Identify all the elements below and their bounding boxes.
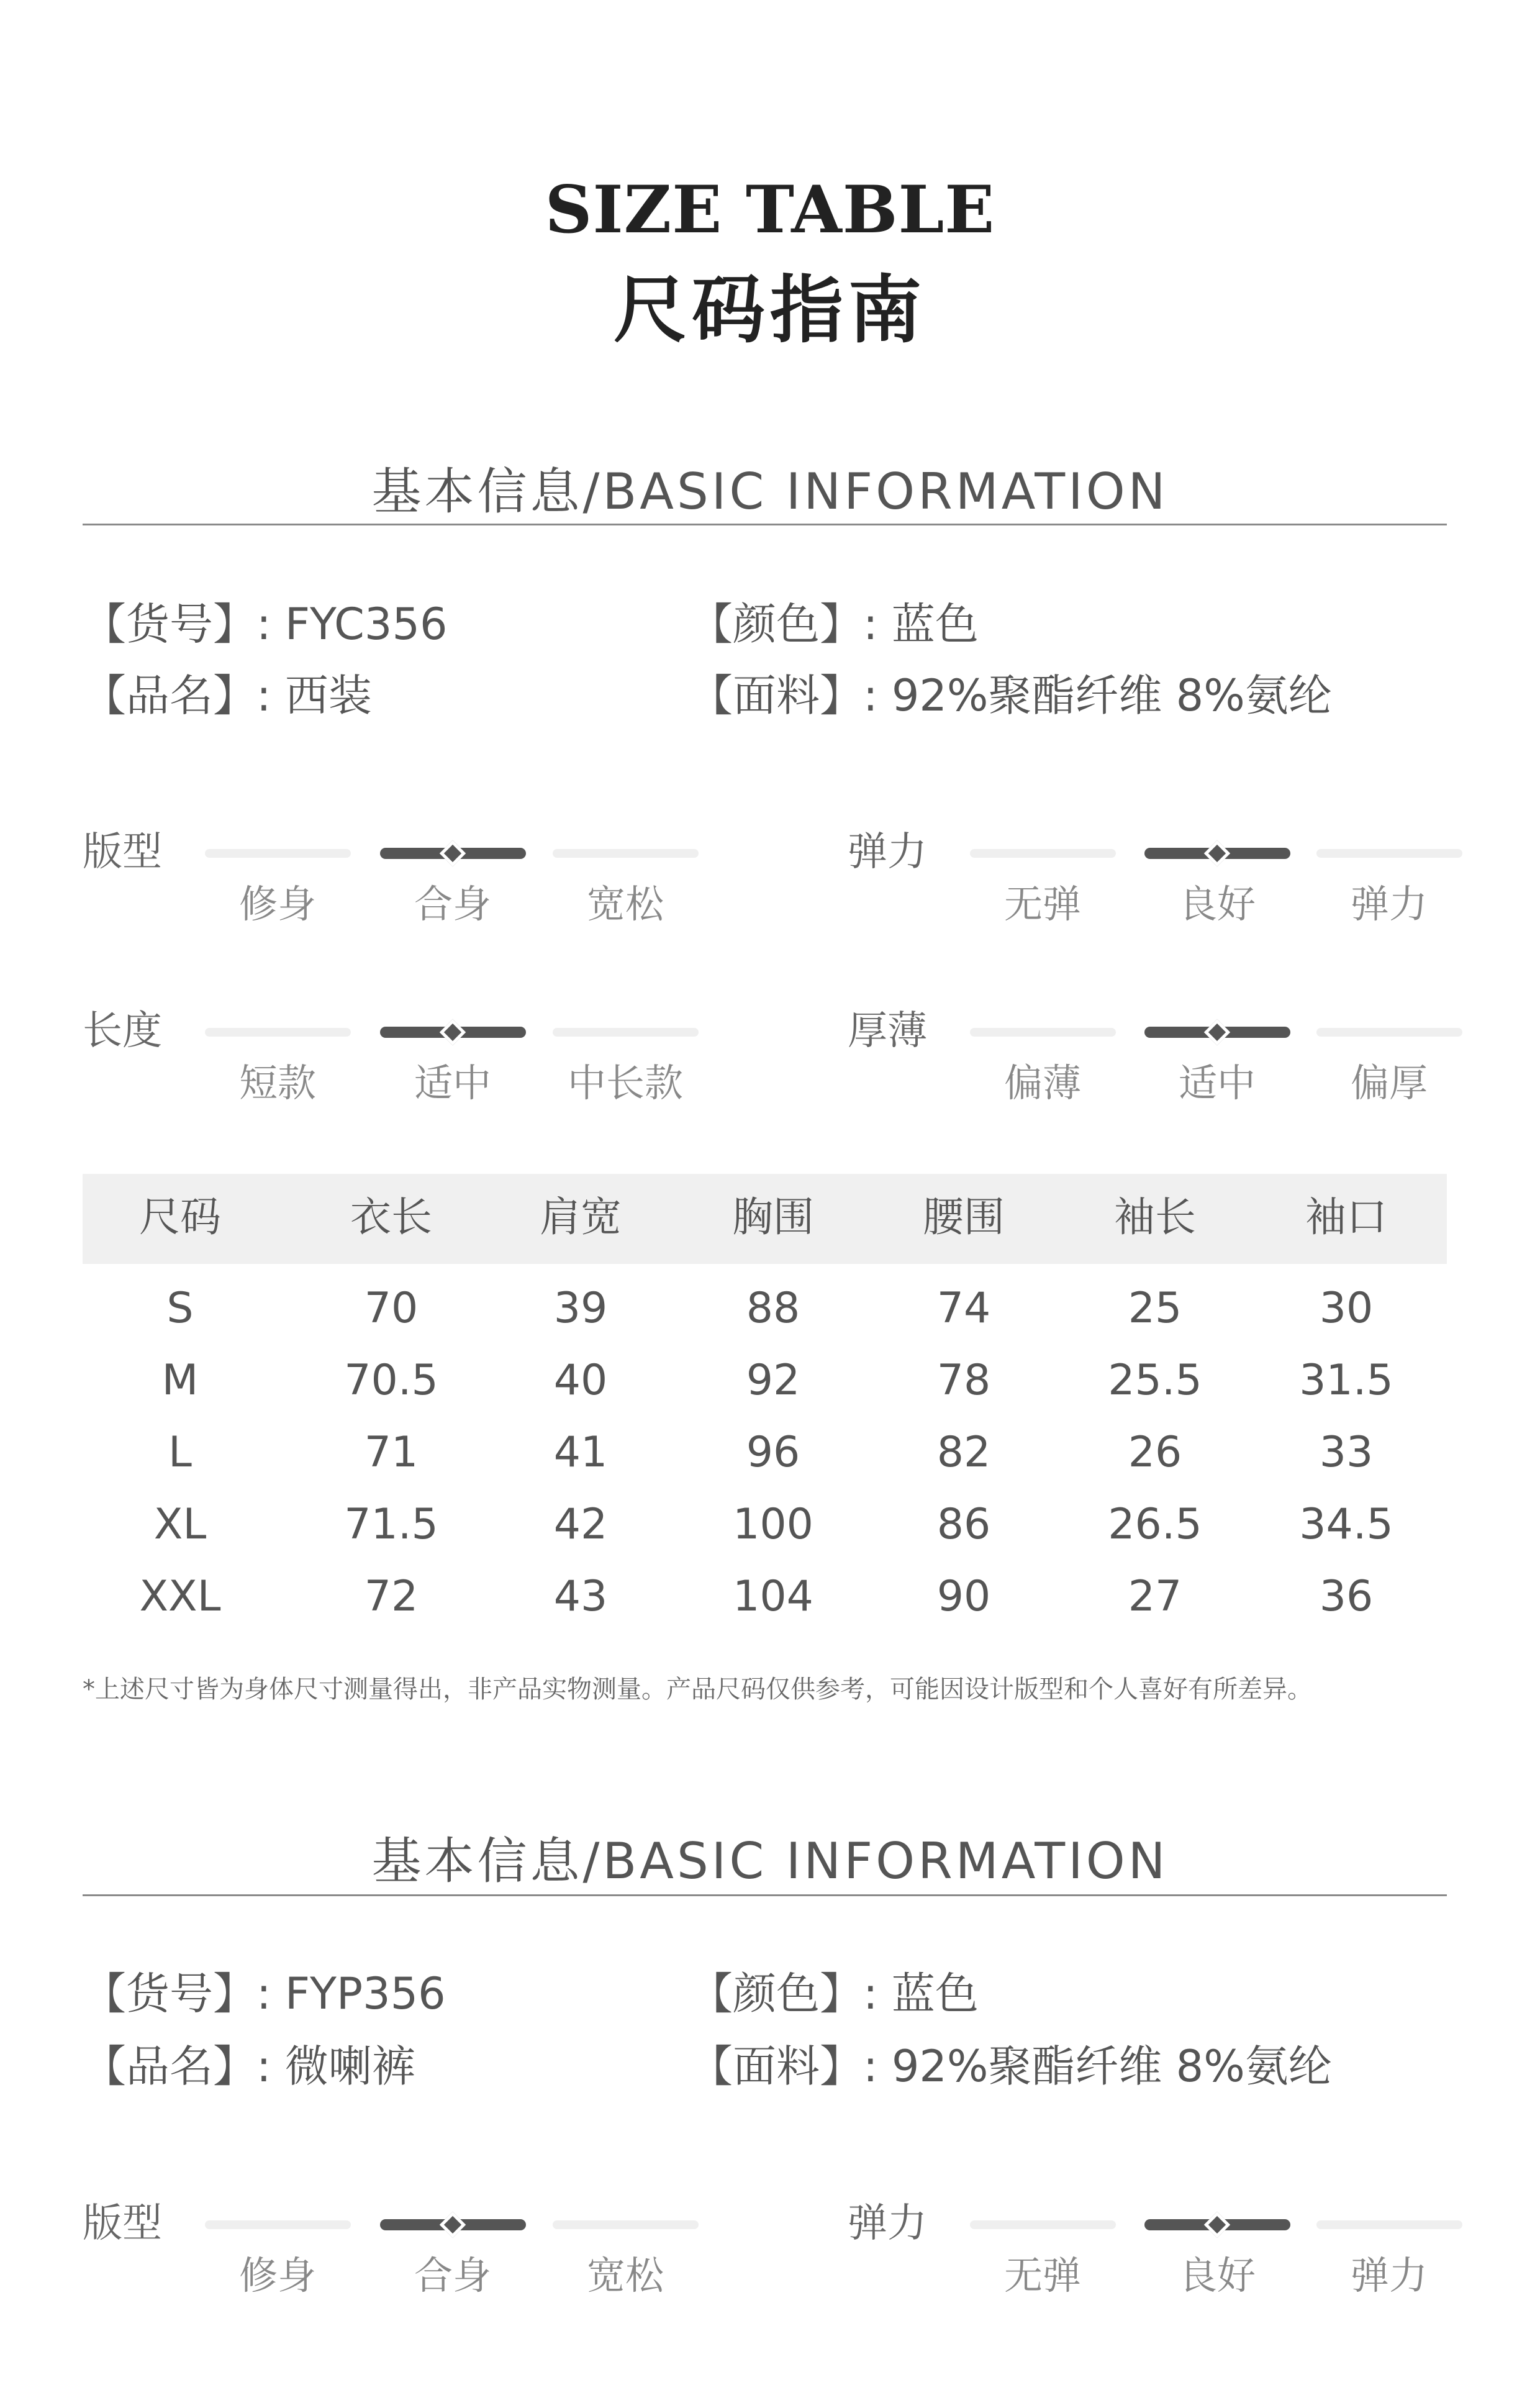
attribute-option: 良好 (1178, 2253, 1256, 2298)
item-color: 【颜色】: 蓝色 (689, 1968, 979, 2019)
table-cell: 92 (746, 1356, 800, 1405)
item-number: 【货号】: FYC356 (83, 599, 448, 650)
table-cell: 74 (936, 1284, 991, 1333)
attribute-option: 弹力 (1350, 2253, 1428, 2298)
table-cell: 26.5 (1108, 1500, 1202, 1549)
table-cell: M (161, 1356, 199, 1405)
table-cell: 33 (1319, 1428, 1374, 1477)
table-cell: 71 (364, 1428, 419, 1477)
attribute-option: 中长款 (567, 1060, 683, 1106)
slider-knob-icon (440, 2212, 466, 2238)
attribute-label: 版型 (83, 829, 162, 875)
table-cell: 42 (553, 1500, 608, 1549)
table-cell: 25.5 (1108, 1356, 1202, 1405)
slider-knob-icon (1204, 1019, 1230, 1045)
table-cell: 71.5 (344, 1500, 438, 1549)
attribute-option: 弹力 (1350, 881, 1428, 927)
section-heading: 基本信息/BASIC INFORMATION (371, 1832, 1169, 1890)
slider-track-segment (205, 2220, 351, 2229)
item-fabric: 【面料】: 92%聚酯纤维 8%氨纶 (689, 2041, 1332, 2092)
slider-track-segment (205, 1028, 351, 1037)
item-color: 【颜色】: 蓝色 (689, 599, 979, 650)
table-header-cell: 尺码 (139, 1193, 221, 1241)
table-header-cell: 肩宽 (540, 1193, 622, 1241)
table-cell: 100 (733, 1500, 813, 1549)
page-title-en: SIZE TABLE (545, 171, 995, 248)
table-cell: XXL (139, 1572, 221, 1621)
attribute-label: 长度 (83, 1008, 162, 1054)
attribute-option: 无弹 (1003, 2253, 1081, 2298)
table-header-cell: 袖长 (1114, 1193, 1196, 1241)
attribute-option: 适中 (414, 1060, 491, 1106)
table-cell: 88 (746, 1284, 800, 1333)
attribute-label: 弹力 (848, 829, 927, 875)
attribute-option: 修身 (238, 881, 316, 927)
item-name: 【品名】: 微喇裤 (83, 2041, 415, 2092)
slider-track-segment (1316, 1028, 1462, 1037)
table-cell: 86 (936, 1500, 991, 1549)
slider-knob-icon (440, 1019, 466, 1045)
table-cell: 27 (1128, 1572, 1182, 1621)
item-fabric: 【面料】: 92%聚酯纤维 8%氨纶 (689, 670, 1332, 721)
table-header-cell: 腰围 (923, 1193, 1005, 1241)
table-cell: XL (153, 1500, 207, 1549)
table-cell: 96 (746, 1428, 800, 1477)
table-cell: 26 (1128, 1428, 1182, 1477)
section-divider (83, 1894, 1447, 1896)
table-cell: L (168, 1428, 192, 1477)
table-cell: 25 (1128, 1284, 1182, 1333)
attribute-option: 短款 (238, 1060, 316, 1106)
table-header-cell: 胸围 (732, 1193, 814, 1241)
table-header-cell: 衣长 (350, 1193, 432, 1241)
section-divider (83, 524, 1447, 525)
attribute-label: 弹力 (848, 2201, 927, 2246)
slider-track-segment (553, 1028, 699, 1037)
table-cell: 78 (936, 1356, 991, 1405)
table-header-cell: 袖口 (1305, 1193, 1387, 1241)
slider-track-segment (205, 849, 351, 858)
slider-track-segment (1316, 849, 1462, 858)
slider-track-segment (553, 849, 699, 858)
item-name: 【品名】: 西装 (83, 670, 372, 721)
attribute-option: 修身 (238, 2253, 316, 2298)
table-cell: 36 (1319, 1572, 1374, 1621)
attribute-option: 偏薄 (1003, 1060, 1081, 1106)
table-cell: 30 (1319, 1284, 1374, 1333)
slider-track-segment (553, 2220, 699, 2229)
slider-track-segment (970, 1028, 1116, 1037)
table-cell: 43 (553, 1572, 608, 1621)
attribute-option: 无弹 (1003, 881, 1081, 927)
item-number: 【货号】: FYP356 (83, 1968, 446, 2019)
attribute-option: 宽松 (586, 2253, 664, 2298)
size-note: *上述尺寸皆为身体尺寸测量得出，非产品实物测量。产品尺码仅供参考，可能因设计版型和个人喜好有所差异。 (83, 1675, 1312, 1704)
attribute-label: 版型 (83, 2201, 162, 2246)
attribute-option: 合身 (414, 2253, 491, 2298)
attribute-option: 适中 (1178, 1060, 1256, 1106)
table-cell: 72 (364, 1572, 419, 1621)
attribute-option: 宽松 (586, 881, 664, 927)
attribute-option: 合身 (414, 881, 491, 927)
table-cell: 82 (936, 1428, 991, 1477)
attribute-label: 厚薄 (848, 1008, 927, 1054)
page-title-cn: 尺码指南 (613, 266, 926, 353)
slider-track-segment (1316, 2220, 1462, 2229)
table-cell: S (166, 1284, 194, 1333)
slider-track-segment (970, 2220, 1116, 2229)
slider-knob-icon (440, 840, 466, 866)
table-cell: 104 (733, 1572, 813, 1621)
section-heading: 基本信息/BASIC INFORMATION (371, 463, 1169, 520)
table-cell: 34.5 (1299, 1500, 1393, 1549)
attribute-option: 良好 (1178, 881, 1256, 927)
table-cell: 39 (553, 1284, 608, 1333)
slider-knob-icon (1204, 840, 1230, 866)
table-cell: 90 (936, 1572, 991, 1621)
slider-knob-icon (1204, 2212, 1230, 2238)
slider-track-segment (970, 849, 1116, 858)
table-cell: 70 (364, 1284, 419, 1333)
table-cell: 70.5 (344, 1356, 438, 1405)
table-cell: 40 (553, 1356, 608, 1405)
attribute-option: 偏厚 (1350, 1060, 1428, 1106)
table-cell: 31.5 (1299, 1356, 1393, 1405)
table-cell: 41 (553, 1428, 608, 1477)
